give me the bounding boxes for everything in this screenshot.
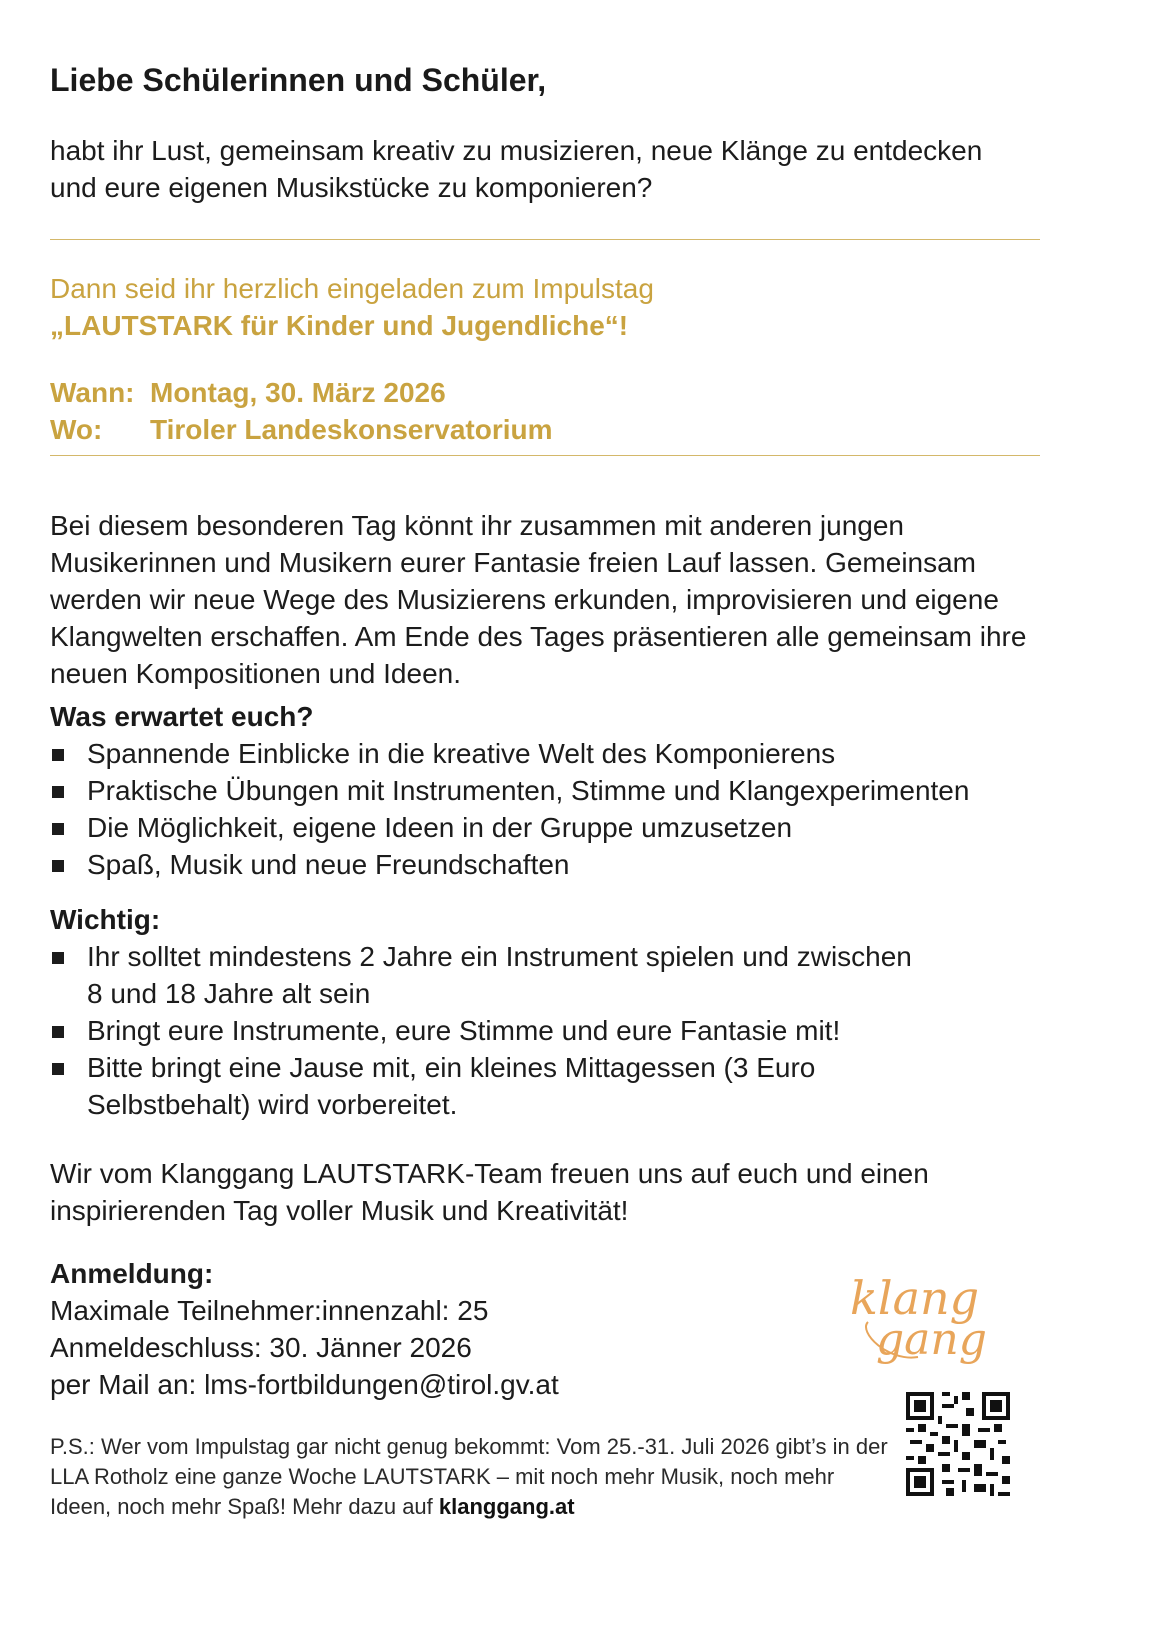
- square-bullet-icon: [52, 952, 64, 964]
- expect-section: [50, 698, 1040, 883]
- list-item: Praktische Übungen mit Instrumenten, Stimme und Klangexperimenten: [50, 772, 1040, 809]
- logo-text-top: klang: [850, 1271, 980, 1325]
- description-text: Bei diesem besonderen Tag könnt ihr zusammen mit anderen jungen Musikerinnen und Musikern eurer Fantasie freien Lauf lassen. Gemeinsam werden wir neue Wege des Musizierens erkunden, improvisieren und eigene Klangwelten erschaffen. Am Ende des Tages präsentieren alle gemeinsam ihre neuen Kompositionen und Ideen.: [50, 510, 1027, 689]
- registration-deadline: Anmeldeschluss: 30. Jänner 2026: [50, 1332, 472, 1363]
- event-title: „LAUTSTARK für Kinder und Jugendliche“!: [50, 310, 629, 341]
- event-details: [50, 374, 553, 448]
- expect-heading: Was erwartet euch?: [50, 701, 314, 732]
- list-item: Spannende Einblicke in die kreative Welt des Komponierens: [50, 735, 1040, 772]
- closing-text: Wir vom Klanggang LAUTSTARK-Team freuen uns auf euch und einen inspirierenden Tag voller Musik und Kreativität!: [50, 1158, 929, 1226]
- klanggang-logo: [848, 1262, 1008, 1372]
- where-label: Wo:: [50, 414, 103, 445]
- list-item: Die Möglichkeit, eigene Ideen in der Gruppe umzusetzen: [50, 809, 1040, 846]
- where-value: Tiroler Landeskonservatorium: [150, 414, 553, 445]
- logo-text-bottom: gang: [876, 1314, 987, 1365]
- list-item: Bringt eure Instrumente, eure Stimme und eure Fantasie mit!: [50, 1012, 930, 1049]
- registration-mail[interactable]: per Mail an: lms-fortbildungen@tirol.gv.at: [50, 1369, 559, 1400]
- postscript: [50, 1432, 900, 1522]
- intro-text: habt ihr Lust, gemeinsam kreativ zu musizieren, neue Klänge zu entdecken und eure eigenen Musikstücke zu komponieren?: [50, 135, 983, 203]
- greeting-heading: Liebe Schülerinnen und Schüler,: [50, 62, 547, 98]
- important-heading: Wichtig:: [50, 904, 161, 935]
- invitation-line: Dann seid ihr herzlich eingeladen zum Impulstag: [50, 273, 654, 304]
- square-bullet-icon: [52, 823, 64, 835]
- website-link[interactable]: klanggang.at: [438, 1494, 575, 1519]
- when-label: Wann:: [50, 377, 135, 408]
- important-section: [50, 901, 930, 1123]
- list-item: Ihr solltet mindestens 2 Jahre ein Instrument spielen und zwischen 8 und 18 Jahre alt sein: [50, 938, 930, 1012]
- square-bullet-icon: [52, 1026, 64, 1038]
- square-bullet-icon: [52, 786, 64, 798]
- top-divider: [50, 239, 1040, 240]
- square-bullet-icon: [52, 749, 64, 761]
- list-item: Spaß, Musik und neue Freundschaften: [50, 846, 1040, 883]
- registration-heading: Anmeldung:: [50, 1258, 214, 1289]
- bottom-divider: [50, 455, 1040, 456]
- list-item: Bitte bringt eine Jause mit, ein kleines Mittagessen (3 Euro Selbstbehalt) wird vorbereitet.: [50, 1049, 930, 1123]
- square-bullet-icon: [52, 860, 64, 872]
- when-value: Montag, 30. März 2026: [150, 377, 446, 408]
- registration-section: [50, 1255, 559, 1403]
- square-bullet-icon: [52, 1063, 64, 1075]
- postscript-text: P.S.: Wer vom Impulstag gar nicht genug bekommt: Vom 25.-31. Juli 2026 gibt’s in der LLA Rotholz eine ganze Woche LAUTSTARK – mit noch mehr Musik, noch mehr Ideen, noch mehr Spaß! Mehr dazu auf: [50, 1434, 888, 1519]
- max-participants: Maximale Teilnehmer:innenzahl: 25: [50, 1295, 489, 1326]
- qr-code-icon[interactable]: [906, 1392, 1010, 1496]
- invitation-block: [50, 270, 654, 344]
